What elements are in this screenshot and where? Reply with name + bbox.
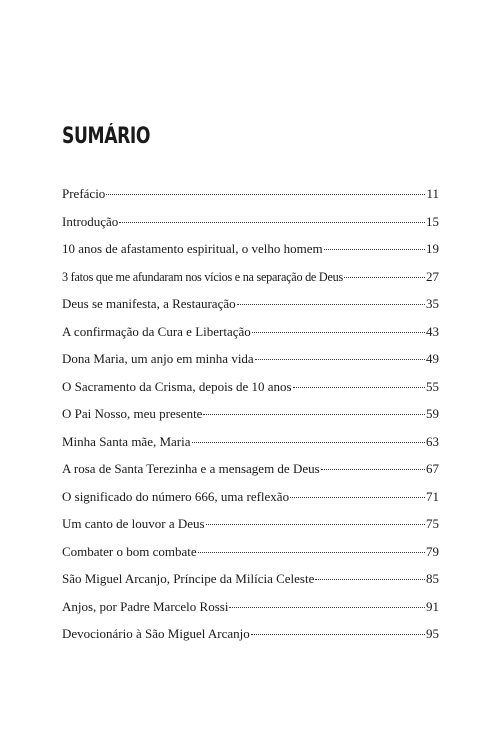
dot-leader <box>290 497 425 498</box>
dot-leader <box>119 222 425 223</box>
toc-entry <box>62 186 439 214</box>
toc-entry <box>62 626 439 654</box>
toc-entry-page: 49 <box>426 351 439 366</box>
dot-leader <box>203 414 425 415</box>
toc-entry <box>62 214 439 242</box>
dot-leader <box>206 524 425 525</box>
toc-entry-title: Anjos, por Padre Marcelo Rossi <box>62 598 229 614</box>
dot-leader <box>315 579 425 580</box>
dot-leader <box>106 194 425 195</box>
toc-entry <box>62 489 439 517</box>
page-title: SUMÁRIO <box>62 124 151 149</box>
toc-entry-page: 71 <box>426 488 439 504</box>
dot-leader <box>324 249 425 250</box>
toc-entry-page: 55 <box>426 378 439 394</box>
dot-leader <box>198 552 425 553</box>
toc-entry <box>62 571 439 599</box>
toc-entry-title: A confirmação da Cura e Libertação <box>62 323 251 339</box>
dot-leader <box>293 387 425 388</box>
toc-entry-title: Deus se manifesta, a Restauração <box>62 296 236 311</box>
toc-entry-title: Combater o bom combate <box>62 543 197 559</box>
toc-entry-title: 10 anos de afastamento espiritual, o velho homem <box>62 241 323 256</box>
toc-entry-title: O Sacramento da Crisma, depois de 10 anos <box>62 378 292 394</box>
toc-entry <box>62 461 439 489</box>
toc-entry-page: 43 <box>426 323 439 339</box>
toc-entry <box>62 544 439 572</box>
toc-entry-page: 11 <box>426 186 439 201</box>
toc-entry-page: 95 <box>426 626 439 641</box>
toc-entry-title: Prefácio <box>62 186 106 201</box>
dot-leader <box>344 277 425 278</box>
toc-entry-title: A rosa de Santa Terezinha e a mensagem de Deus <box>62 461 320 476</box>
toc-entry-title: Dona Maria, um anjo em minha vida <box>62 351 254 366</box>
toc-entry-page: 85 <box>426 571 439 586</box>
toc-entry <box>62 434 439 462</box>
toc-entry-title: Um canto de louvor a Deus <box>62 516 205 531</box>
toc-entry-title: O Pai Nosso, meu presente <box>62 406 203 421</box>
toc-entry <box>62 406 439 434</box>
toc-entry-title: O significado do número 666, uma reflexão <box>62 488 290 504</box>
toc-entry-title: Devocionário à São Miguel Arcanjo <box>62 626 250 641</box>
toc-entry-page: 15 <box>426 213 439 229</box>
toc-entry-page: 27 <box>426 268 439 284</box>
toc-entry <box>62 241 439 269</box>
toc-entry <box>62 324 439 352</box>
dot-leader <box>229 607 425 608</box>
toc-entry <box>62 379 439 407</box>
dot-leader <box>321 469 425 470</box>
dot-leader <box>251 634 425 635</box>
toc-entry-title: São Miguel Arcanjo, Príncipe da Milícia Celeste <box>62 571 315 586</box>
toc-entry <box>62 269 439 297</box>
toc-entry-page: 75 <box>426 516 439 531</box>
toc-entry-page: 67 <box>426 461 439 476</box>
toc-entry <box>62 296 439 324</box>
dot-leader <box>252 332 425 333</box>
toc-entry-title: 3 fatos que me afundaram nos vícios e na separação de Deus <box>62 269 343 284</box>
toc-entry-page: 63 <box>426 433 439 449</box>
toc-entry-page: 35 <box>426 296 439 311</box>
toc-entry <box>62 351 439 379</box>
dot-leader <box>237 304 425 305</box>
toc-entry-page: 79 <box>426 543 439 559</box>
table-of-contents <box>62 186 439 654</box>
dot-leader <box>255 359 425 360</box>
toc-entry-title: Introdução <box>62 213 119 229</box>
toc-entry <box>62 516 439 544</box>
dot-leader <box>192 442 425 443</box>
toc-entry-page: 91 <box>426 598 439 614</box>
toc-entry-page: 59 <box>426 406 439 421</box>
toc-entry-page: 19 <box>426 241 439 256</box>
toc-entry-title: Minha Santa mãe, Maria <box>62 433 191 449</box>
toc-entry <box>62 599 439 627</box>
